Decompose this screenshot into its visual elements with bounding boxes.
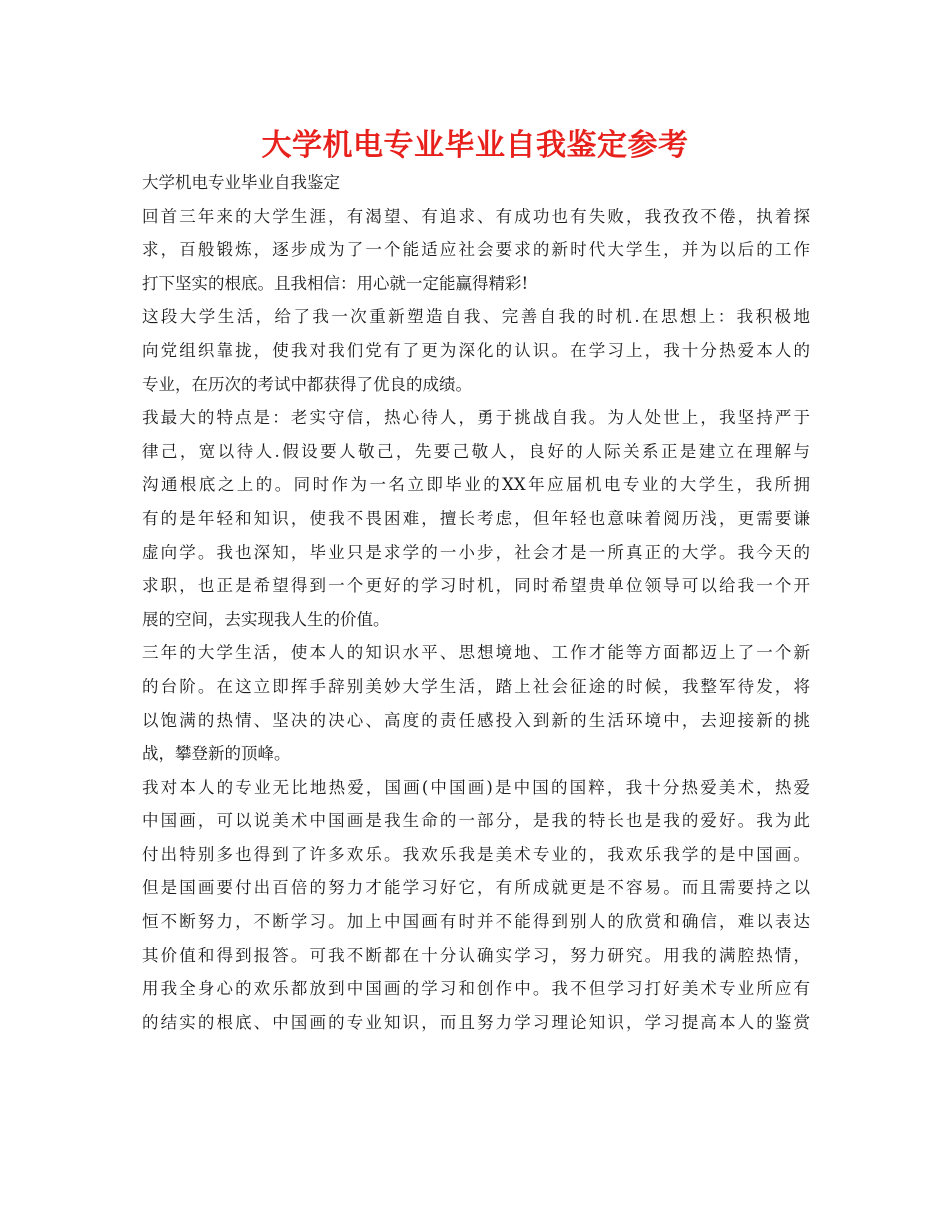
body-line: 回首三年来的大学生涯，有渴望、有追求、有成功也有失败，我孜孜不倦，执着探 (142, 206, 810, 226)
body-line: 我最大的特点是：老实守信，热心待人，勇于挑战自我。为人处世上，我坚持严于 (142, 408, 810, 428)
body-line: 展的空间，去实现我人生的价值。 (142, 609, 390, 629)
body-line: 恒不断努力，不断学习。加上中国画有时并不能得到别人的欣赏和确信，难以表达 (142, 912, 810, 932)
body-line: 用我全身心的欢乐都放到中国画的学习和创作中。我不但学习打好美术专业所应有 (142, 979, 810, 999)
body-line: 战，攀登新的顶峰。 (142, 744, 291, 764)
body-line: 有的是年轻和知识，使我不畏困难，擅长考虑，但年轻也意味着阅历浅，更需要谦 (142, 508, 810, 528)
body-line: 的台阶。在这立即挥手辞别美妙大学生活，踏上社会征途的时候，我整军待发，将 (142, 676, 810, 696)
document-title: 大学机电专业毕业自我鉴定参考 (261, 128, 689, 163)
body-line: 求职，也正是希望得到一个更好的学习时机，同时希望贵单位领导可以给我一个开 (142, 576, 810, 596)
document-body (142, 166, 810, 1039)
body-line: 但是国画要付出百倍的努力才能学习好它，有所成就更是不容易。而且需要持之以 (142, 878, 810, 898)
body-line: 三年的大学生活，使本人的知识水平、思想境地、工作才能等方面都迈上了一个新 (142, 643, 810, 663)
body-line: 其价值和得到报答。可我不断都在十分认确实学习，努力研究。用我的满腔热情， (142, 945, 810, 965)
body-line: 虚向学。我也深知，毕业只是求学的一小步，社会才是一所真正的大学。我今天的 (142, 542, 810, 562)
body-line: 我对本人的专业无比地热爱，国画(中国画)是中国的国粹，我十分热爱美术，热爱 (142, 777, 810, 797)
body-line: 专业，在历次的考试中都获得了优良的成绩。 (142, 374, 472, 394)
body-line: 大学机电专业毕业自我鉴定 (142, 173, 340, 192)
body-line: 以饱满的热情、坚决的决心、高度的责任感投入到新的生活环境中，去迎接新的挑 (142, 710, 810, 730)
body-line: 的结实的根底、中国画的专业知识，而且努力学习理论知识，学习提高本人的鉴赏 (142, 1012, 810, 1032)
body-line: 中国画，可以说美术中国画是我生命的一部分，是我的特长也是我的爱好。我为此 (142, 811, 810, 831)
body-line: 付出特别多也得到了许多欢乐。我欢乐我是美术专业的，我欢乐我学的是中国画。 (142, 844, 810, 864)
body-line: 向党组织靠拢，使我对我们党有了更为深化的认识。在学习上，我十分热爱本人的 (142, 340, 810, 360)
body-line: 打下坚实的根底。且我相信：用心就一定能赢得精彩! (142, 273, 529, 293)
body-line: 律己，宽以待人.假设要人敬己，先要己敬人，良好的人际关系正是建立在理解与 (142, 441, 810, 461)
body-line: 这段大学生活，给了我一次重新塑造自我、完善自我的时机.在思想上：我积极地 (142, 307, 810, 327)
body-line: 沟通根底之上的。同时作为一名立即毕业的XX年应届机电专业的大学生，我所拥 (142, 475, 810, 495)
body-line: 求，百般锻炼，逐步成为了一个能适应社会要求的新时代大学生，并为以后的工作 (142, 240, 810, 260)
